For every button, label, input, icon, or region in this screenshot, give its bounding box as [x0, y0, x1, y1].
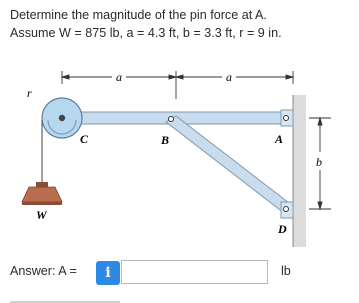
wall: [293, 95, 306, 247]
answer-input[interactable]: [121, 260, 268, 284]
label-r: r: [27, 86, 32, 100]
label-A: A: [275, 132, 284, 146]
label-a-right: a: [226, 70, 232, 84]
info-icon[interactable]: i: [96, 261, 120, 285]
label-B: B: [161, 133, 170, 147]
diagonal-brace: [166, 116, 293, 213]
label-D: D: [278, 222, 287, 236]
pin-B: [169, 117, 174, 122]
pin-A: [281, 110, 293, 126]
weight-block: [22, 182, 62, 205]
dimension-a: [62, 71, 293, 99]
label-a-left: a: [116, 70, 122, 84]
question-line-2: Assume W = 875 lb, a = 4.3 ft, b = 3.3 ft, r = 9 in.: [10, 26, 282, 40]
answer-label: Answer: A =: [10, 264, 77, 278]
label-W: W: [36, 208, 47, 222]
label-C: C: [80, 132, 89, 146]
pin-D: [281, 202, 293, 218]
pulley-hub: [59, 115, 65, 121]
unit-label: lb: [281, 264, 291, 278]
question-line-1: Determine the magnitude of the pin force at A.: [10, 8, 267, 22]
label-b: b: [316, 155, 322, 169]
